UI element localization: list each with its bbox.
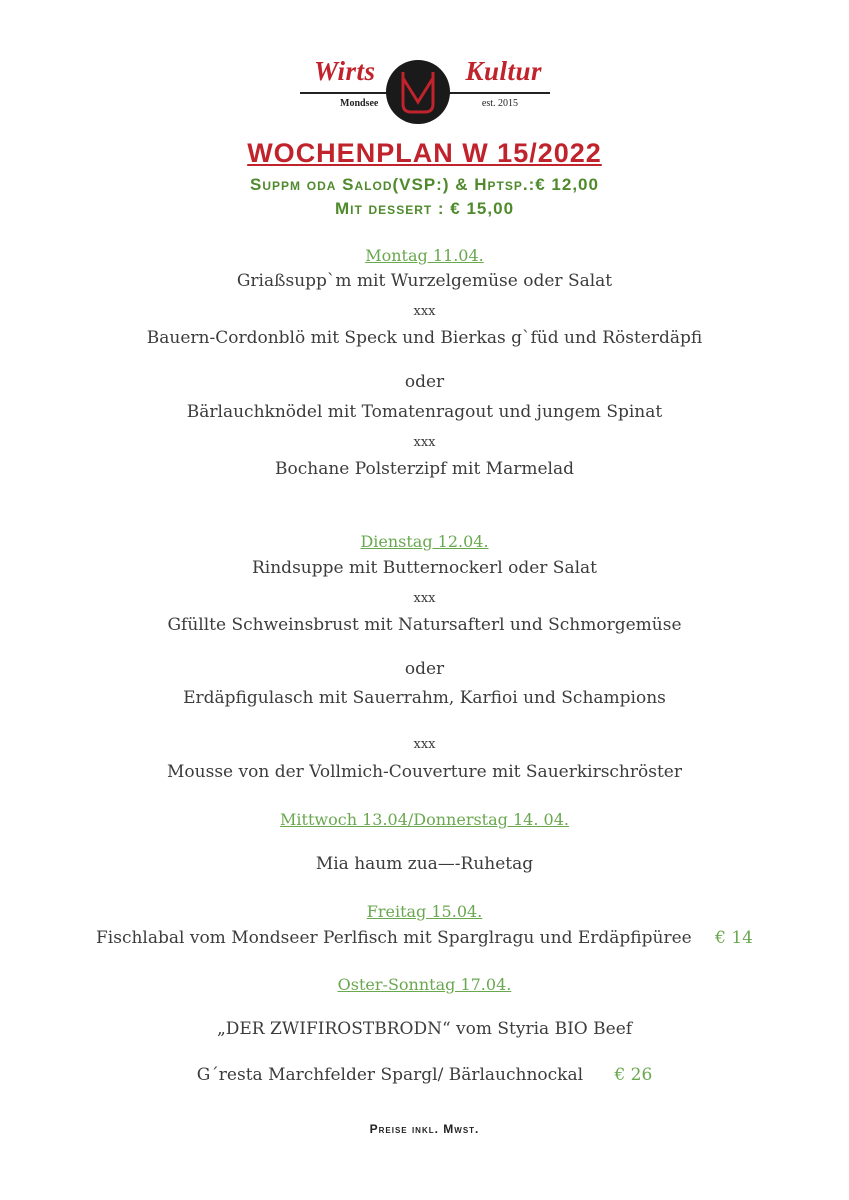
footer-tax-note: Preise inkl. Mwst. (369, 1122, 480, 1136)
logo-est: est. 2015 (481, 98, 518, 109)
tuesday-dessert: Mousse von der Vollmich-Couverture mit Sauerkirschröster (167, 762, 682, 782)
friday-dish: Fischlabal vom Mondseer Perlfisch mit Sparglragu und Erdäpfipüree (95, 928, 692, 948)
price-line-dessert: Mit dessert : € 15,00 (334, 199, 515, 218)
logo-word-left: Wirts (314, 56, 376, 86)
day-friday-label: Freitag 15.04. (366, 902, 483, 921)
sunday-row (0, 1065, 849, 1085)
day-sunday-label: Oster-Sonntag 17.04. (337, 975, 512, 994)
tuesday-main-1: Gfüllte Schweinsbrust mit Natursafterl und Schmorgemüse (167, 615, 682, 635)
logo-w-emblem-icon (386, 58, 450, 126)
page-title: WOCHENPLAN W 15/2022 (247, 138, 602, 168)
sunday-dish-1: „DER ZWIFIROSTBRODN“ vom Styria BIO Beef (216, 1019, 633, 1039)
monday-separator-2: xxx (413, 435, 436, 450)
sunday-price: € 26 (614, 1065, 653, 1085)
sunday-dish-2: G´resta Marchfelder Spargl/ Bärlauchnockal (196, 1065, 584, 1085)
tuesday-separator-1: xxx (413, 591, 436, 606)
tuesday-main-2: Erdäpfigulasch mit Sauerrahm, Karfioi und Schampions (183, 688, 666, 708)
tuesday-soup: Rindsuppe mit Butternockerl oder Salat (252, 558, 597, 578)
monday-soup: Griaßsupp`m mit Wurzelgemüse oder Salat (236, 271, 613, 291)
monday-dessert: Bochane Polsterzipf mit Marmelad (275, 459, 574, 479)
monday-main-1: Bauern-Cordonblö mit Speck und Bierkas g`füd und Rösterdäpfi (146, 328, 703, 348)
day-tuesday-label: Dienstag 12.04. (360, 532, 489, 551)
day-wed-thu-label: Mittwoch 13.04/Donnerstag 14. 04. (280, 810, 569, 829)
monday-separator-1: xxx (413, 304, 436, 319)
friday-row (0, 928, 849, 948)
wed-thu-closed: Mia haum zua—-Ruhetag (315, 854, 534, 874)
logo (300, 48, 550, 132)
tuesday-separator-2: xxx (413, 737, 436, 752)
monday-or: oder (404, 372, 445, 392)
day-monday-label: Montag 11.04. (365, 246, 484, 265)
logo-word-right: Kultur (465, 56, 542, 86)
friday-price: € 14 (715, 928, 753, 948)
price-line-main: Suppm oda Salod(VSP:) & Hptsp.:€ 12,00 (250, 175, 599, 194)
logo-place: Mondsee (340, 98, 379, 109)
monday-main-2: Bärlauchknödel mit Tomatenragout und jungem Spinat (186, 402, 663, 422)
tuesday-or: oder (404, 659, 445, 679)
